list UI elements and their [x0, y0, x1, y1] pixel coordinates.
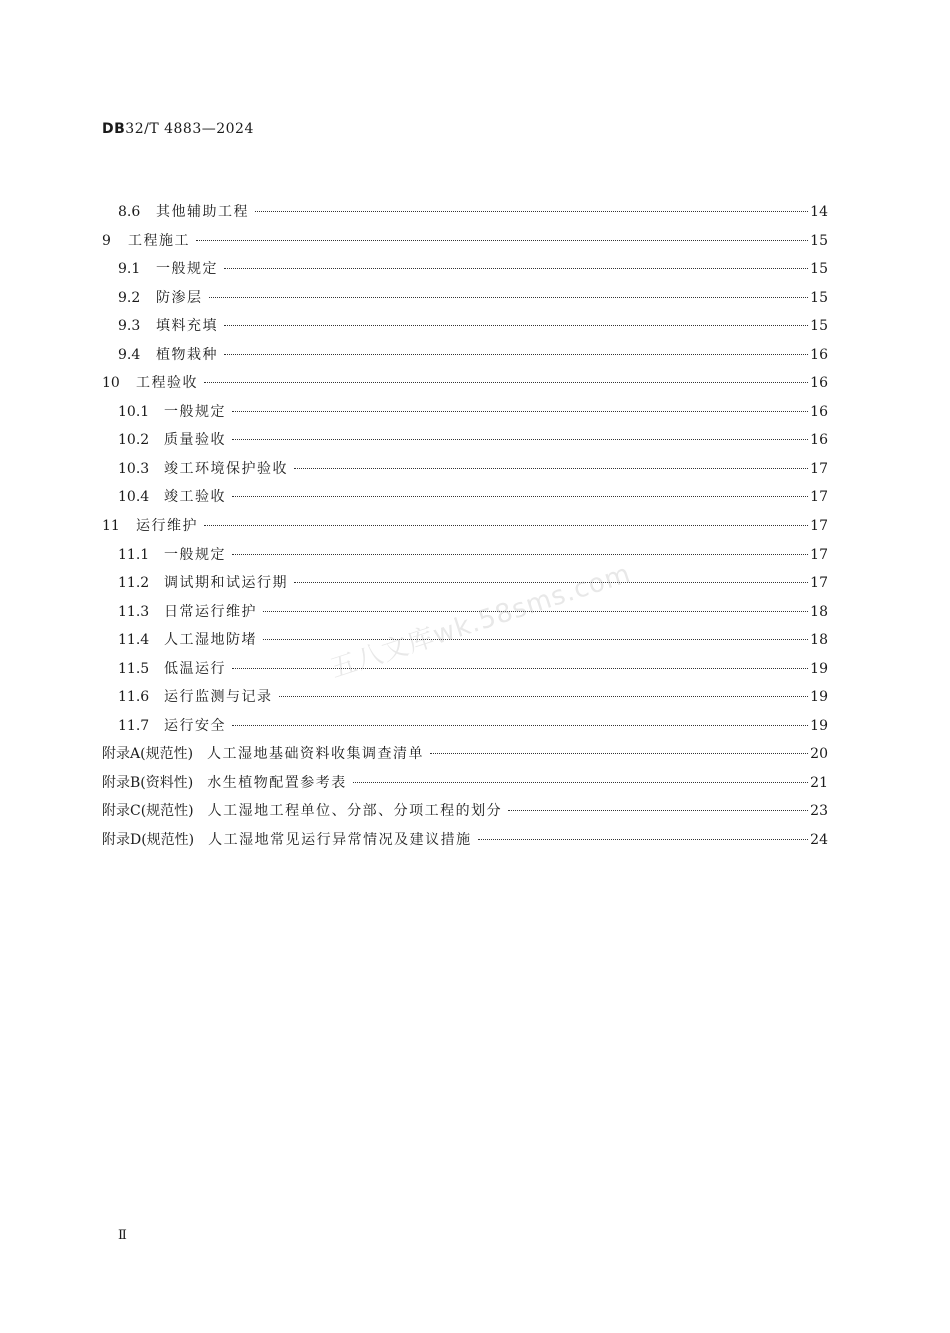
toc-dot-leader — [232, 554, 808, 555]
watermark: 五八文库wk.58sms.com — [326, 558, 635, 685]
toc-entry[interactable] — [102, 826, 828, 855]
toc-entry-page: 16 — [810, 432, 828, 449]
toc-entry-number: 9.2 — [118, 289, 141, 306]
toc-entry-title: 调试期和试运行期 — [164, 575, 288, 592]
toc-dot-leader — [478, 839, 809, 840]
toc-entry-page: 17 — [810, 518, 828, 535]
toc-dot-leader — [232, 668, 808, 669]
toc-entry[interactable] — [102, 398, 828, 427]
toc-entry[interactable] — [102, 712, 828, 741]
toc-entry-page: 16 — [810, 375, 828, 392]
toc-entry-number: 9.4 — [118, 346, 141, 363]
toc-entry-title: 运行维护 — [136, 518, 198, 535]
toc-entry-title: 一般规定 — [156, 261, 218, 278]
toc-entry-title: 低温运行 — [164, 660, 226, 677]
toc-dot-leader — [232, 725, 808, 726]
toc-entry-page: 16 — [810, 346, 828, 363]
toc-entry-title: 一般规定 — [164, 546, 226, 563]
toc-dot-leader — [232, 439, 808, 440]
toc-entry-page: 14 — [810, 204, 828, 220]
toc-entry-title: 其他辅助工程 — [156, 204, 249, 220]
toc-entry-number: 11.6 — [118, 689, 150, 706]
toc-entry-title: 水生植物配置参考表 — [207, 774, 347, 791]
toc-entry-page: 19 — [810, 717, 828, 734]
toc-entry-page: 15 — [810, 261, 828, 278]
toc-entry-title: 人工湿地常见运行异常情况及建议措施 — [208, 832, 472, 849]
toc-entry[interactable] — [102, 569, 828, 598]
toc-entry-number: 附录A(规范性) — [102, 746, 194, 763]
toc-entry-number: 附录D(规范性) — [102, 832, 195, 849]
page-number: Ⅱ — [118, 1228, 127, 1243]
toc-entry-number: 9.3 — [118, 318, 141, 335]
toc-entry[interactable] — [102, 512, 828, 541]
toc-entry-title: 防渗层 — [156, 289, 203, 306]
toc-entry[interactable] — [102, 483, 828, 512]
toc-entry-page: 17 — [810, 489, 828, 506]
toc-dot-leader — [209, 297, 809, 298]
toc-dot-leader — [224, 325, 808, 326]
toc-entry[interactable] — [102, 797, 828, 826]
toc-dot-leader — [196, 240, 808, 241]
toc-entry-page: 15 — [810, 232, 828, 249]
toc-entry[interactable] — [102, 227, 828, 256]
document-code-prefix: DB — [102, 121, 126, 137]
toc-entry-number: 11 — [102, 518, 120, 535]
toc-entry[interactable] — [102, 198, 828, 227]
toc-dot-leader — [232, 496, 808, 497]
toc-entry-title: 日常运行维护 — [164, 603, 257, 620]
toc-entry-title: 植物栽种 — [156, 346, 218, 363]
toc-entry-number: 10.3 — [118, 460, 150, 477]
toc-entry-page: 23 — [810, 803, 828, 820]
toc-entry-title: 竣工环境保护验收 — [164, 460, 288, 477]
toc-dot-leader — [430, 753, 808, 754]
table-of-contents — [102, 198, 828, 855]
toc-entry-number: 9 — [102, 232, 111, 249]
toc-dot-leader — [232, 411, 808, 412]
toc-dot-leader — [255, 211, 808, 212]
toc-entry-title: 工程施工 — [128, 232, 190, 249]
toc-dot-leader — [204, 382, 808, 383]
toc-dot-leader — [279, 696, 809, 697]
toc-entry-number: 11.1 — [118, 546, 150, 563]
toc-entry-number: 10.1 — [118, 403, 150, 420]
toc-entry-page: 20 — [810, 746, 828, 763]
toc-dot-leader — [353, 782, 808, 783]
toc-entry-page: 18 — [810, 632, 828, 649]
toc-entry-title: 人工湿地防堵 — [164, 632, 257, 649]
toc-entry[interactable] — [102, 312, 828, 341]
toc-dot-leader — [224, 354, 808, 355]
toc-entry-page: 17 — [810, 575, 828, 592]
toc-entry-number: 11.4 — [118, 632, 150, 649]
toc-entry-title: 运行监测与记录 — [164, 689, 273, 706]
toc-entry-number: 11.2 — [118, 575, 150, 592]
toc-entry-number: 10.4 — [118, 489, 150, 506]
toc-entry-number: 附录B(资料性) — [102, 774, 194, 791]
toc-dot-leader — [204, 525, 808, 526]
toc-entry-title: 质量验收 — [164, 432, 226, 449]
toc-entry-page: 24 — [810, 832, 828, 849]
toc-entry[interactable] — [102, 284, 828, 313]
toc-entry-page: 21 — [810, 774, 828, 791]
toc-entry[interactable] — [102, 255, 828, 284]
toc-entry-title: 运行安全 — [164, 717, 226, 734]
toc-entry-number: 9.1 — [118, 261, 141, 278]
toc-dot-leader — [224, 268, 808, 269]
toc-entry-page: 18 — [810, 603, 828, 620]
toc-entry-page: 15 — [810, 289, 828, 306]
toc-entry[interactable] — [102, 769, 828, 798]
toc-entry-title: 人工湿地基础资料收集调查清单 — [207, 746, 425, 763]
toc-entry-title: 一般规定 — [164, 403, 226, 420]
toc-entry-page: 19 — [810, 660, 828, 677]
toc-entry-number: 11.5 — [118, 660, 150, 677]
toc-dot-leader — [263, 639, 808, 640]
toc-entry[interactable] — [102, 426, 828, 455]
toc-entry-number: 10.2 — [118, 432, 150, 449]
toc-entry[interactable] — [102, 455, 828, 484]
toc-entry[interactable] — [102, 341, 828, 370]
toc-entry-number: 11.7 — [118, 717, 150, 734]
toc-entry[interactable] — [102, 541, 828, 570]
toc-entry-number: 附录C(规范性) — [102, 803, 194, 820]
toc-entry-title: 竣工验收 — [164, 489, 226, 506]
toc-entry-page: 15 — [810, 318, 828, 335]
toc-dot-leader — [294, 468, 808, 469]
toc-entry-page: 16 — [810, 403, 828, 420]
toc-entry-page: 19 — [810, 689, 828, 706]
toc-entry[interactable] — [102, 683, 828, 712]
toc-entry-page: 17 — [810, 460, 828, 477]
document-code-number: 32/T 4883—2024 — [125, 121, 254, 137]
toc-entry-title: 工程验收 — [136, 375, 198, 392]
toc-entry[interactable] — [102, 740, 828, 769]
toc-entry-title: 填料充填 — [156, 318, 218, 335]
toc-entry-number: 8.6 — [118, 204, 141, 220]
toc-entry-number: 10 — [102, 375, 120, 392]
toc-entry[interactable] — [102, 655, 828, 684]
toc-entry-number: 11.3 — [118, 603, 150, 620]
toc-dot-leader — [508, 810, 808, 811]
document-code — [102, 121, 254, 137]
toc-entry-page: 17 — [810, 546, 828, 563]
toc-entry-title: 人工湿地工程单位、分部、分项工程的划分 — [207, 803, 503, 820]
toc-entry[interactable] — [102, 369, 828, 398]
